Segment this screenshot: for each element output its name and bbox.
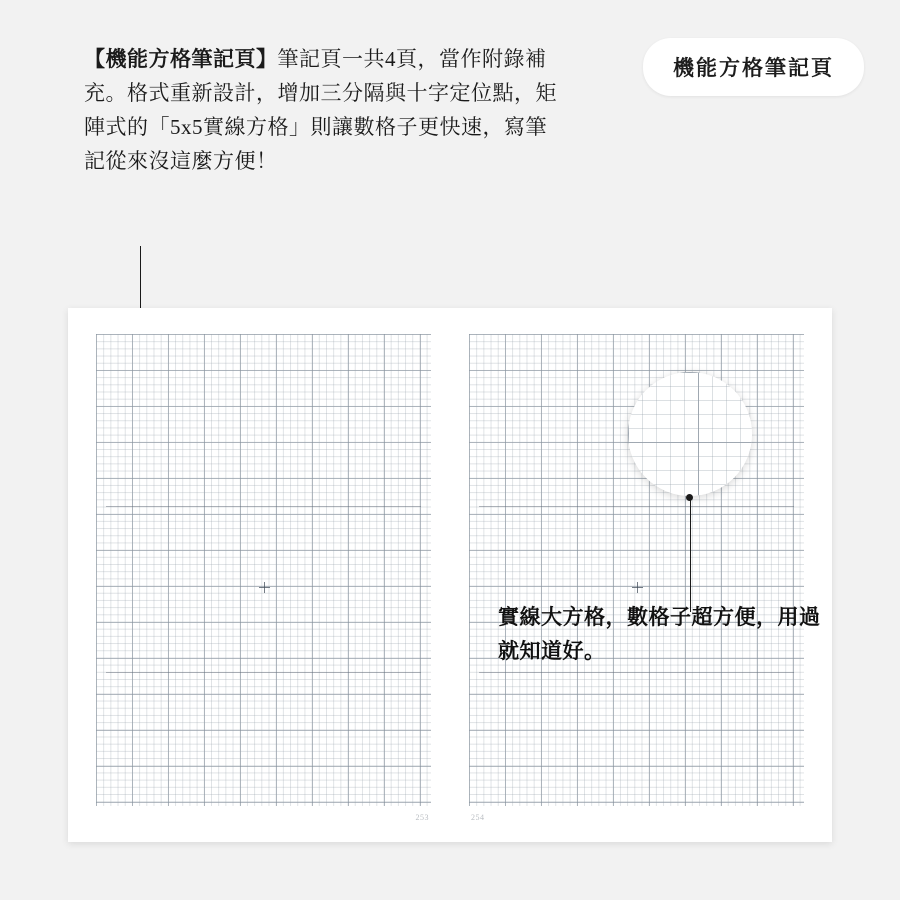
section-divider-bottom-left [106, 672, 421, 673]
cross-locator-icon [259, 582, 270, 593]
page-number-right: 254 [471, 813, 485, 822]
bottom-leader-line [690, 500, 691, 612]
section-divider-bottom-right [479, 672, 794, 673]
cross-locator-icon [632, 582, 643, 593]
page-number-left: 253 [415, 813, 429, 822]
section-divider-top-right [479, 506, 794, 507]
top-caption-body: 筆記頁一共4頁，當作附錄補充。格式重新設計，增加三分隔與十字定位點，矩陣式的「5x5實線方格」則讓數格子更快速，寫筆記從來沒這麼方便！ [84, 47, 557, 174]
feature-badge: 機能方格筆記頁 [643, 38, 864, 96]
notebook-page-left [86, 326, 441, 824]
top-caption [84, 42, 564, 178]
grid-pattern-left [96, 334, 431, 806]
magnified-grid-pattern [628, 372, 752, 496]
magnifier-bubble [628, 372, 752, 496]
top-caption-lead: 【機能方格筆記頁】 [84, 47, 278, 71]
section-divider-top-left [106, 506, 421, 507]
bottom-caption: 實線大方格，數格子超方便，用過就知道好。 [498, 605, 821, 664]
